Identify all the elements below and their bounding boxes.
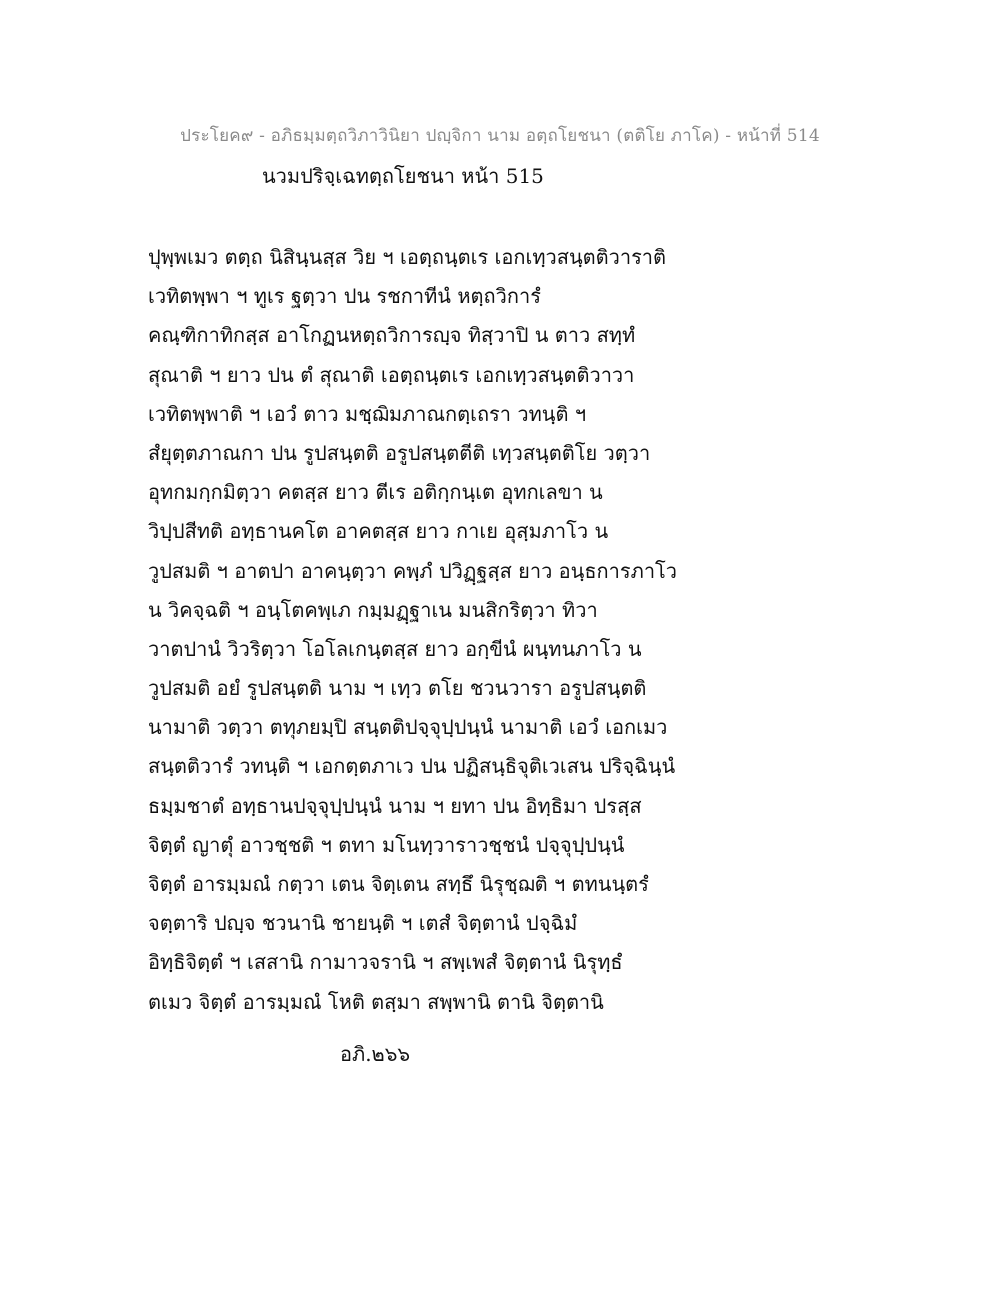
- text-line: อุทกมกฺกมิตฺวา คตสฺส ยาว ตีเร อติกฺกนฺเต อุทกเลขา น: [148, 480, 603, 505]
- text-line: สุณาติ ฯ ยาว ปน ตํ สุณาติ เอตฺถนฺตเร เอกเทฺวสนฺตติวาวา: [148, 362, 635, 387]
- text-line: น วิคจฺฉติ ฯ อนฺโตคพฺเภ กมฺมฏฺฐาเน มนสิกริตฺวา ทิวา: [148, 597, 598, 622]
- text-line: วูปสมติ อยํ รูปสนฺตติ นาม ฯ เทฺว ตโย ชวนวารา อรูปสนฺตติ: [148, 676, 647, 701]
- body-text: [148, 238, 708, 1022]
- text-line: วาตปานํ วิวริตฺวา โอโลเกนฺตสฺส ยาว อกฺขีนํ ผนฺทนภาโว น: [148, 636, 642, 661]
- text-line: นามาติ วตฺวา ตทุภยมฺปิ สนฺตติปจฺจุปฺปนฺนํ นามาติ เอวํ เอกเมว: [148, 715, 668, 740]
- text-line: ปุพฺพเมว ตตฺถ นิสินฺนสฺส วิย ฯ เอตฺถนฺตเร เอกเทฺวสนฺตติวาราติ: [148, 245, 667, 269]
- text-line: คณฺฑิกาทิกสฺส อาโกฏนหตฺถวิการญฺจ ทิสฺวาปิ น ตาว สทฺทํ: [148, 323, 636, 348]
- text-line: อิทฺธิจิตฺตํ ฯ เสสานิ กามาวจรานิ ฯ สพฺเพสํ จิตฺตานํ นิรุทฺธํ: [148, 950, 623, 975]
- text-line: ธมฺมชาตํ อทฺธานปจฺจุปฺปนฺนํ นาม ฯ ยทา ปน อิทฺธิมา ปรสฺส: [148, 793, 642, 818]
- page-marker: อภิ.๒๖๖: [340, 1042, 411, 1066]
- text-line: สนฺตติวารํ วทนฺติ ฯ เอกตฺตภาเว ปน ปฏิสนฺธิจุติเวเสน ปริจฺฉินฺนํ: [148, 754, 676, 779]
- text-line: จิตฺตํ อารมฺมณํ กตฺวา เตน จิตฺเตน สทฺธึ นิรุชฺฌติ ฯ ตทนนฺตรํ: [148, 872, 649, 896]
- text-line: วูปสมติ ฯ อาตปา อาคนฺตฺวา คพฺภํ ปวิฏฺฐสฺส ยาว อนฺธการภาโว: [148, 558, 678, 583]
- text-line: วิปฺปสีทติ อทฺธานคโต อาคตสฺส ยาว กาเย อุสฺมภาโว น: [148, 519, 609, 544]
- text-line: จตฺตาริ ปญฺจ ชวนานิ ชายนฺติ ฯ เตสํ จิตฺตานํ ปจฺฉิมํ: [148, 911, 578, 936]
- text-line: จิตฺตํ ญาตุํ อาวชฺชติ ฯ ตทา มโนทฺวาราวชฺชนํ ปจฺจุปฺปนฺนํ: [148, 832, 625, 857]
- running-header: ประโยค๙ - อภิธมฺมตฺถวิภาวินิยา ปญฺจิกา นาม อตฺถโยชนา (ตติโย ภาโค) - หน้าที่ 514: [180, 126, 820, 146]
- text-line: เวทิตพฺพา ฯ ทูเร ฐตฺวา ปน รชกาทีนํ หตฺถวิการํ: [148, 284, 541, 309]
- text-line: ตเมว จิตฺตํ อารมฺมณํ โหติ ตสฺมา สพฺพานิ ตานิ จิตฺตานิ: [148, 989, 604, 1014]
- section-title: นวมปริจฺเฉทตฺถโยชนา หน้า 515: [262, 164, 544, 188]
- text-line: เวทิตพฺพาติ ฯ เอวํ ตาว มชฺฌิมภาณกตฺเถรา วทนฺติ ฯ: [148, 401, 587, 426]
- text-line: สํยุตฺตภาณกา ปน รูปสนฺตติ อรูปสนฺตตีติ เทฺวสนฺตติโย วตฺวา: [148, 440, 651, 465]
